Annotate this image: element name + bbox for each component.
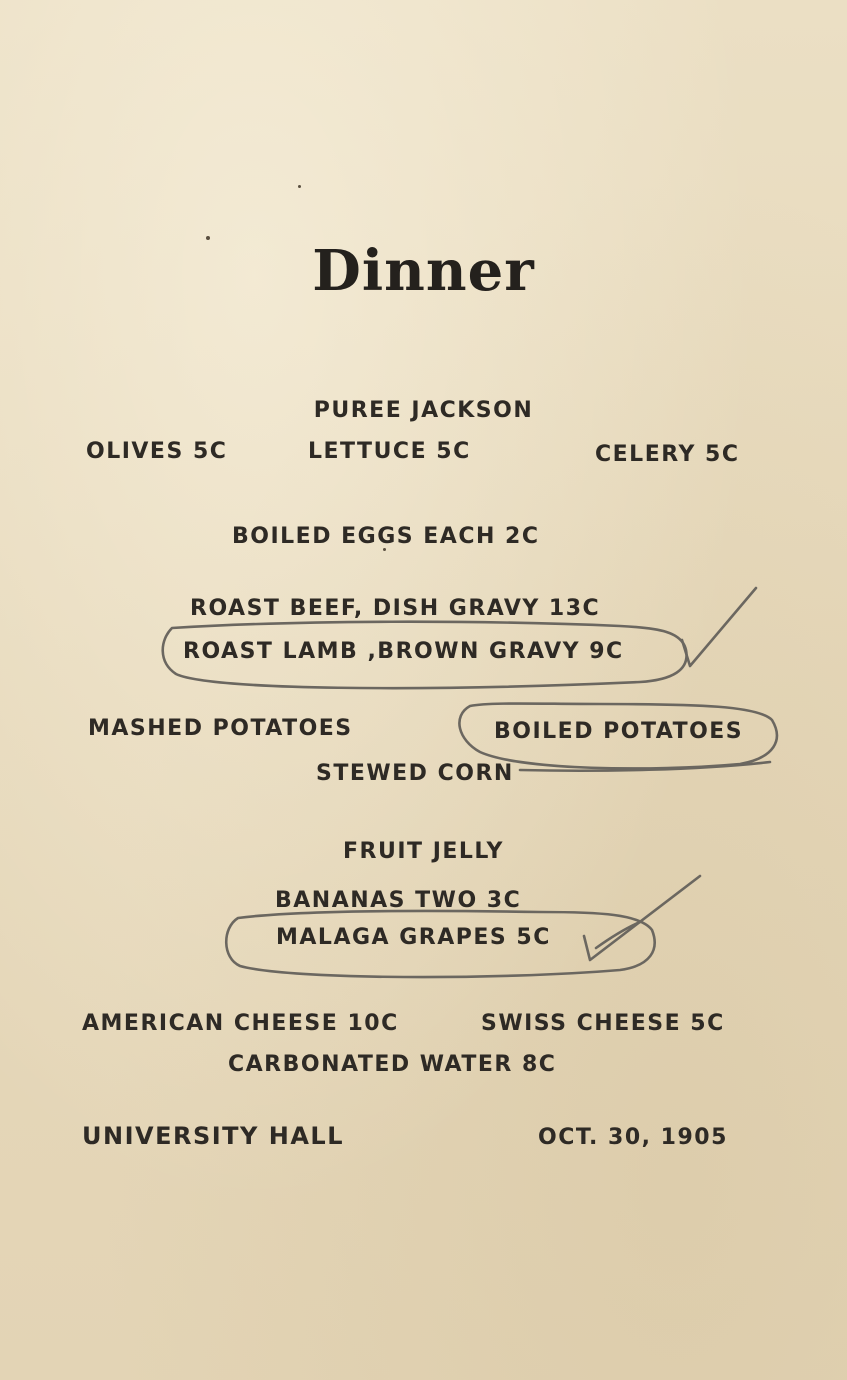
fruit-bananas: BANANAS TWO 3C bbox=[275, 888, 522, 913]
soup-item: PUREE JACKSON bbox=[313, 398, 534, 423]
cheese-american: AMERICAN CHEESE 10C bbox=[82, 1011, 399, 1036]
eggs-item: BOILED EGGS EACH 2C bbox=[232, 524, 540, 549]
relish-celery: CELERY 5C bbox=[595, 442, 740, 467]
relish-olives: OLIVES 5C bbox=[86, 439, 228, 464]
menu-title: Dinner bbox=[312, 238, 535, 304]
pencil-circle-boiled-potatoes bbox=[459, 704, 776, 769]
fruit-malaga-grapes: MALAGA GRAPES 5C bbox=[276, 925, 551, 950]
meat-roast-lamb: ROAST LAMB ,BROWN GRAVY 9C bbox=[183, 639, 624, 664]
pencil-check-mark-grapes bbox=[584, 876, 700, 960]
cheese-swiss: SWISS CHEESE 5C bbox=[481, 1011, 725, 1036]
veg-stewed-corn: STEWED CORN bbox=[316, 761, 514, 786]
pencil-circle-roast-lamb bbox=[163, 622, 687, 688]
relish-lettuce: LETTUCE 5C bbox=[308, 439, 471, 464]
veg-boiled-potatoes: BOILED POTATOES bbox=[494, 719, 744, 744]
carbonated-water: CARBONATED WATER 8C bbox=[228, 1052, 557, 1077]
veg-mashed-potatoes: MASHED POTATOES bbox=[88, 716, 353, 741]
pencil-circle-malaga-grapes bbox=[226, 911, 654, 977]
pencil-check-mark-lamb bbox=[682, 588, 756, 666]
footer-place: UNIVERSITY HALL bbox=[82, 1122, 345, 1150]
meat-roast-beef: ROAST BEEF, DISH GRAVY 13C bbox=[190, 596, 601, 621]
footer-date: OCT. 30, 1905 bbox=[538, 1125, 728, 1150]
dessert-item: FRUIT JELLY bbox=[343, 839, 504, 864]
